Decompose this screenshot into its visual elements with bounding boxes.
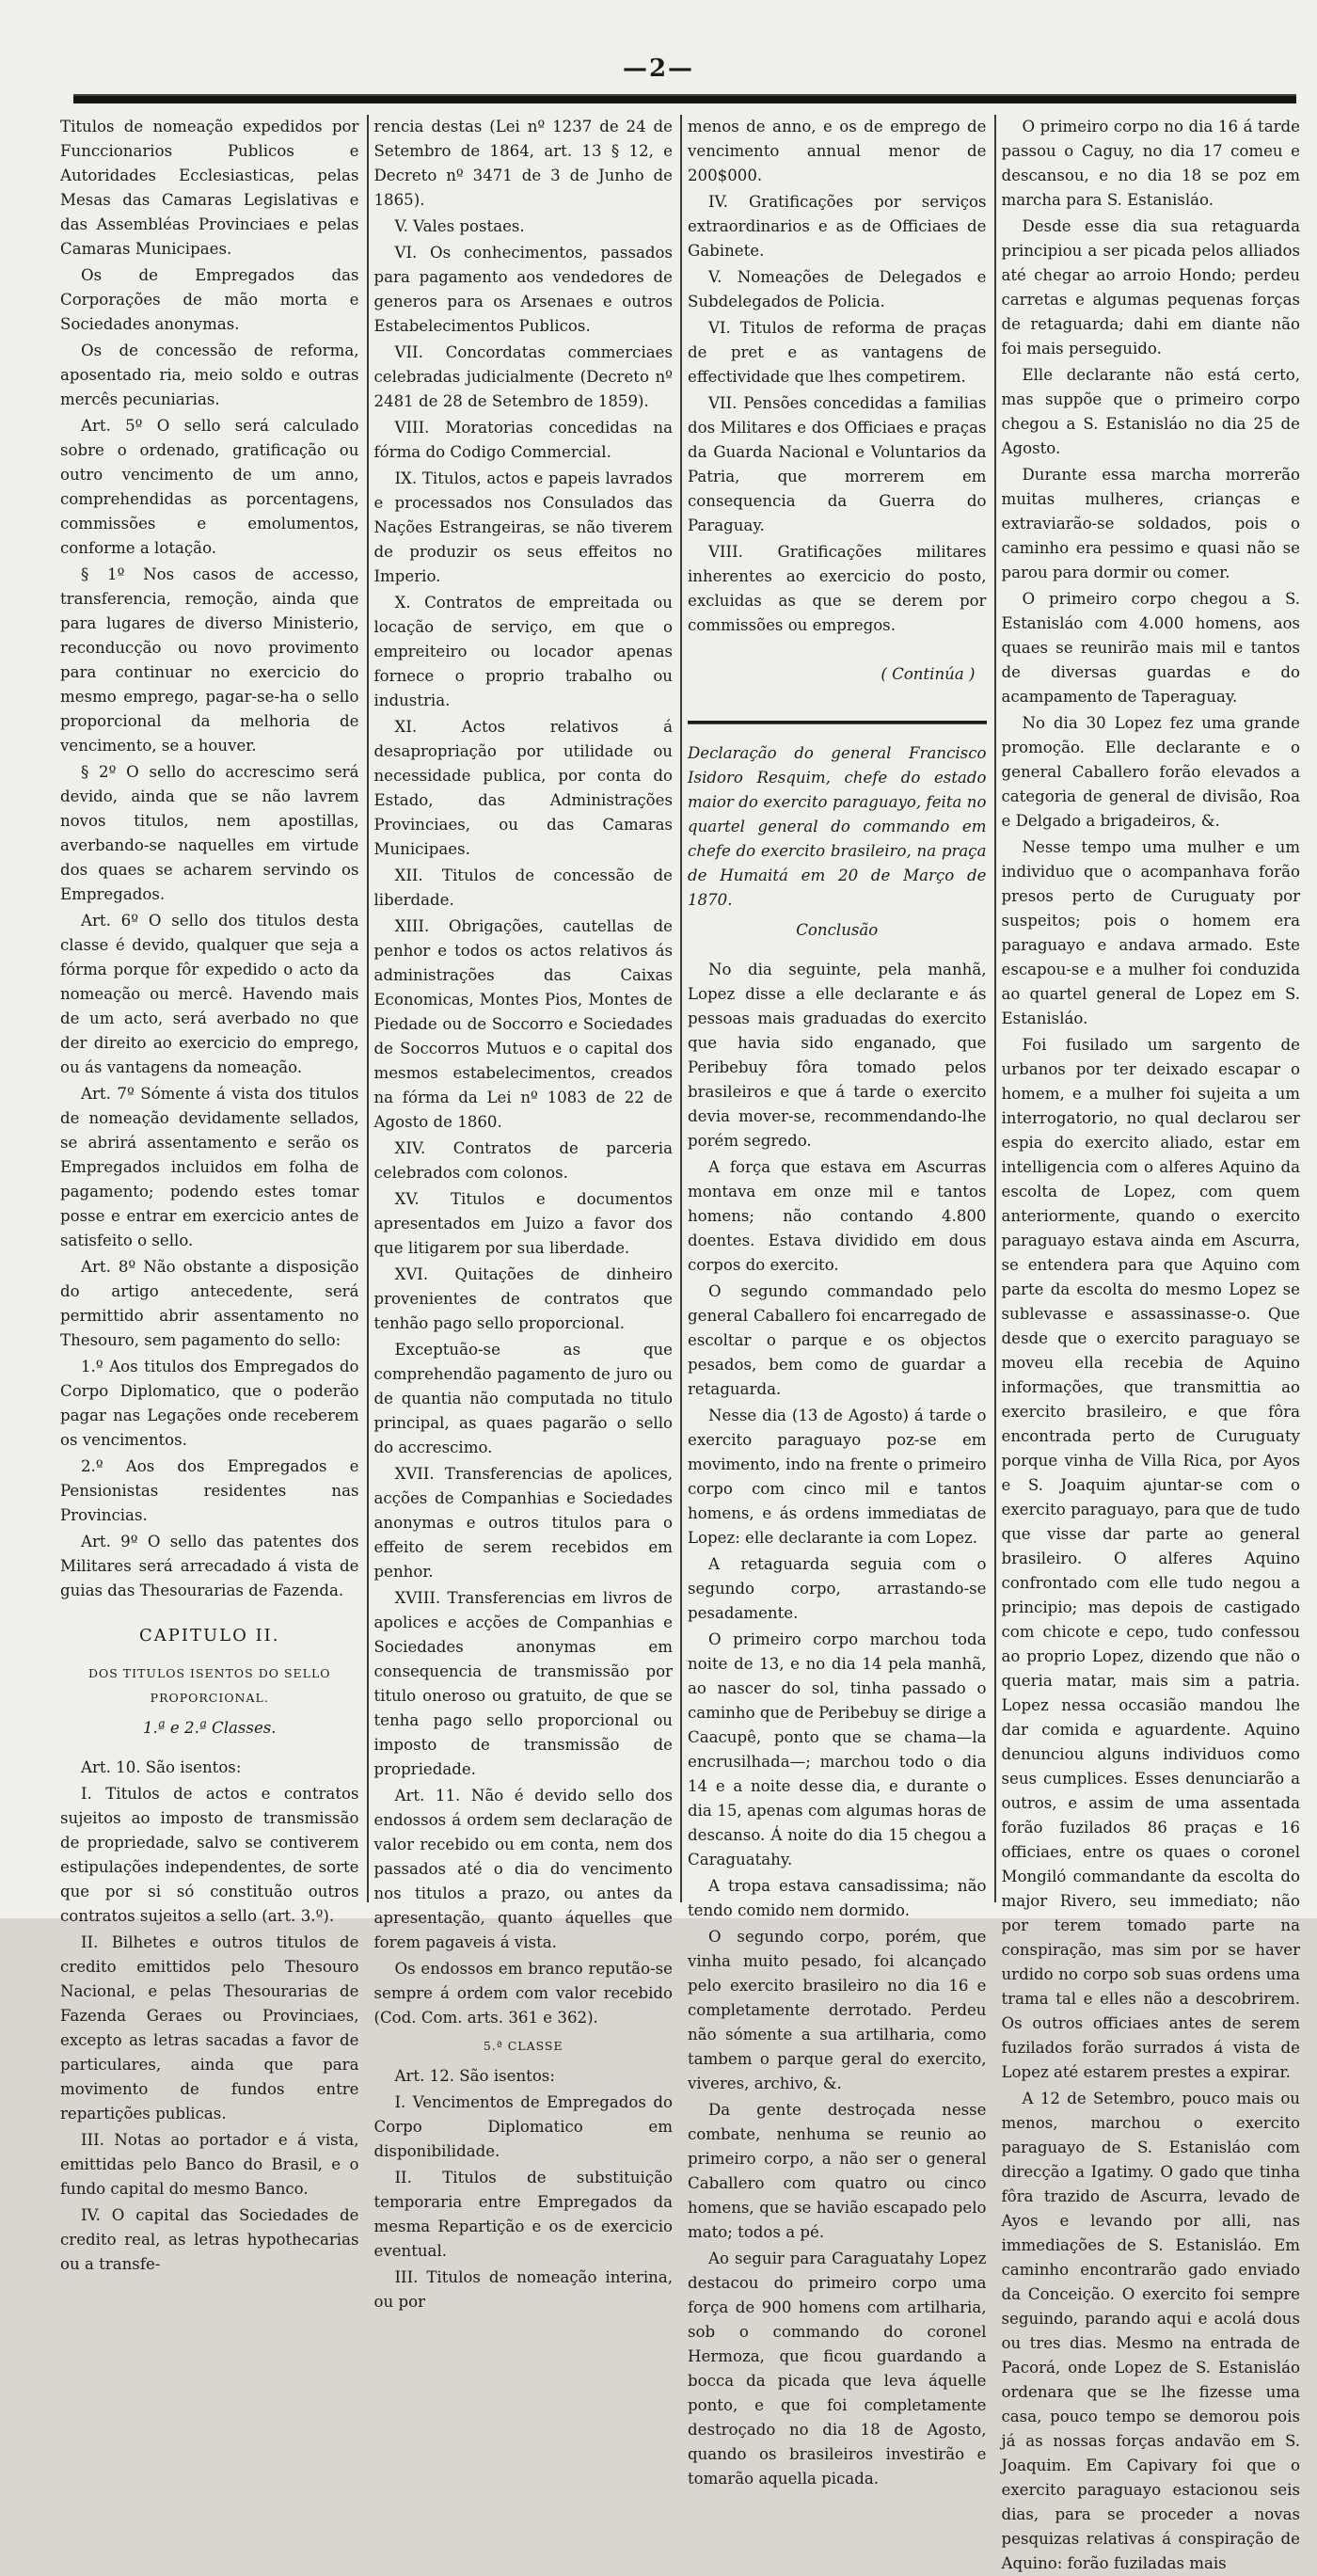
page-number: —2— — [622, 55, 695, 83]
paragraph: III. Titulos de nomeação interina, ou por — [373, 2268, 673, 2311]
paragraph: XV. Titulos e documentos apresentados em Juizo a favor dos que litigarem por sua liberdade. — [373, 1190, 673, 1257]
paragraph: Nesse tempo uma mulher e um individuo que o acompanhava forão presos perto de Curuguaty por suspeitos; pois o homem era paraguayo e andava armado. Este escapou-se e a mulher foi conduzida ao quartel general de Lopez em S. Estanisláo. — [1001, 838, 1300, 1027]
classes-heading: 1.ª e 2.ª Classes. — [142, 1719, 277, 1737]
paragraph: O primeiro corpo no dia 16 á tarde passou o Caguy, no dia 17 comeu e descansou, e no dia 18 se poz em marcha para S. Estanisláo. — [1001, 118, 1300, 209]
paragraph: V. Nomeações de Delegados e Subdelegados de Policia. — [688, 268, 987, 310]
paragraph: III. Notas ao portador e á vista, emittidas pelo Banco do Brasil, e o fundo capital do mesmo Banco. — [60, 2131, 359, 2198]
paragraph: II. Bilhetes e outros titulos de credito emittidos pelo Thesouro Nacional, e pelas Thesourarias de Fazenda Geraes ou Provinciaes, excepto as letras sacadas a favor de particulares, ainda que para movimento de fundos entre repartições publicas. — [60, 1933, 359, 2123]
paragraph: O segundo corpo, porém, que vinha muito pesado, foi alcançado pelo exercito brasileiro no dia 16 e completamente derrotado. Perdeu não sómente a sua artilharia, como tambem o parque geral do exercito, viveres, archivo, &. — [688, 1928, 987, 2092]
paragraph: Titulos de nomeação expedidos por Funccionarios Publicos e Autoridades Ecclesiasticas, pelas Mesas das Camaras Legislativas e das Assembléas Provinciaes e pelas Camaras Municipaes. — [60, 118, 359, 258]
paragraph: VIII. Gratificações militares inherentes ao exercicio do posto, excluidas as que se derem por commissões ou empregos. — [688, 543, 987, 634]
paragraph: V. Vales postaes. — [394, 217, 525, 235]
paragraph: Elle declarante não está certo, mas suppõe que o primeiro corpo chegou a S. Estanisláo no dia 25 de Agosto. — [1001, 366, 1300, 457]
column-4 — [994, 115, 1301, 2572]
column-2 — [367, 115, 674, 2311]
class-heading: 5.ª CLASSE — [483, 2039, 563, 2053]
paragraph: O segundo commandado pelo general Caballero foi encarregado de escoltar o parque e os objectos pesados, bem como de guardar a retaguarda. — [688, 1282, 987, 1398]
paragraph: Art. 10. São isentos: — [81, 1758, 242, 1776]
paragraph: O primeiro corpo chegou a S. Estanisláo com 4.000 homens, aos quaes se reunirão mais mil e tantos de diversas guardas e do acampamento de Taperaguay. — [1001, 590, 1300, 706]
paragraph: X. Contratos de empreitada ou locação de serviço, em que o empreiteiro ou locador apenas fornece o proprio trabalho ou industria. — [373, 594, 673, 709]
paragraph: A retaguarda seguia com o segundo corpo, arrastando-se pesadamente. — [688, 1555, 987, 1622]
paragraph: VII. Concordatas commerciaes celebradas judicialmente (Decreto nº 2481 de 28 de Setembro de 1859). — [373, 343, 673, 410]
text-columns — [60, 115, 1300, 2572]
header-rule — [73, 94, 1296, 103]
paragraph: Nesse dia (13 de Agosto) á tarde o exercito paraguayo poz-se em movimento, indo na frente o primeiro corpo com cinco mil e tantos homens, e ás ordens immediatas de Lopez: elle declarante ia com Lopez. — [688, 1407, 987, 1547]
conclusion-heading: Conclusão — [796, 921, 879, 939]
paragraph: Durante essa marcha morrerão muitas mulheres, crianças e extraviarão-se soldados, pois o caminho era pessimo e quasi não se parou para dormir ou comer. — [1001, 466, 1300, 581]
article-heading: Declaração do general Francisco Isidoro Resquim, chefe do estado maior do exercito paraguayo, feita no quartel general do commando em chefe do exercito brasileiro, na praça de Humaitá em 20 de Março de 1870. — [688, 744, 987, 909]
paragraph: § 1º Nos casos de accesso, transferencia, remoção, ainda que para lugares de diverso Ministerio, reconducção ou novo provimento para continuar no exercicio do mesmo emprego, pagar-se-ha o sello proporcional da melhoria de vencimento, se a houver. — [60, 565, 359, 755]
paragraph: Os de Empregados das Corporações de mão morta e Sociedades anonymas. — [60, 266, 359, 333]
paragraph: Art. 7º Sómente á vista dos titulos de nomeação devidamente sellados, se abrirá assentamento e serão os Empregados incluidos em folha de pagamento; podendo estes tomar posse e entrar em exercicio antes de satisfeito o sello. — [60, 1085, 359, 1249]
paragraph: No dia 30 Lopez fez uma grande promoção. Elle declarante e o general Caballero forão elevados a categoria de general de divisão, Roa e Delgado a brigadeiros, &. — [1001, 714, 1300, 830]
paragraph: I. Vencimentos de Empregados do Corpo Diplomatico em disponibilidade. — [373, 2093, 673, 2160]
paragraph: 2.º Aos dos Empregados e Pensionistas residentes nas Provincias. — [60, 1457, 359, 1524]
paragraph: IV. O capital das Sociedades de credito real, as letras hypothecarias ou a transfe- — [60, 2206, 359, 2273]
paragraph: rencia destas (Lei nº 1237 de 24 de Setembro de 1864, art. 13 § 12, e Decreto nº 3471 de 3 de Junho de 1865). — [373, 118, 673, 209]
paragraph: Art. 6º O sello dos titulos desta classe é devido, qualquer que seja a fórma porque fôr expedido o acto da nomeação ou mercê. Havendo mais de um acto, será averbado no que der direito ao exercicio do emprego, ou ás vantagens da nomeação. — [60, 912, 359, 1076]
paragraph: VII. Pensões concedidas a familias dos Militares e dos Officiaes e praças da Guarda Nacional e Voluntarios da Patria, que morrerem em consequencia da Guerra do Paraguay. — [688, 394, 987, 534]
paragraph: XVII. Transferencias de apolices, acções de Companhias e Sociedades anonymas e outros titulos para o effeito de serem recebidos em penhor. — [373, 1465, 673, 1581]
paragraph: A força que estava em Ascurras montava em onze mil e tantos homens; não contando 4.800 doentes. Estava dividido em dous corpos do exercito. — [688, 1158, 987, 1274]
paragraph: Os endossos em branco reputão-se sempre á ordem com valor recebido (Cod. Com. arts. 361 e 362). — [373, 1960, 673, 2027]
paragraph: XVI. Quitações de dinheiro provenientes de contratos que tenhão pago sello proporcional. — [373, 1265, 673, 1332]
column-3 — [680, 115, 987, 2488]
paragraph: Ao seguir para Caraguatahy Lopez destacou do primeiro corpo uma força de 900 homens com artilharia, sob o commando do coronel Hermoza, que ficou guardando a bocca da picada que leva áquelle ponto, e que foi completamente destroçado no dia 18 de Agosto, quando os brasileiros investirão e tomarão aquella picada. — [688, 2250, 987, 2488]
paragraph: XVIII. Transferencias em livros de apolices e acções de Companhias e Sociedades anonymas em consequencia de transmissão por titulo oneroso ou gratuito, de que se tenha pago sello proporcional ou imposto de transmissão de propriedade. — [373, 1589, 673, 1778]
paragraph: A 12 de Setembro, pouco mais ou menos, marchou o exercito paraguayo de S. Estanisláo com direcção a Igatimy. O gado que tinha fôra trazido de Ascurra, levado de Ayos e levando por alli, nas immediações de S. Estanisláo. Em caminho encontrarão gado enviado da Conceição. O exercito foi sempre seguindo, parando aqui e acolá dous ou tres dias. Mesmo na entrada de Pacorá, onde Lopez de S. Estanisláo ordenara que se lhe fizesse uma casa, pouco tempo se demorou pois já as nossas forças andavão em S. Joaquim. Em Capivary foi que o exercito paraguayo estacionou seis dias, para se proceder a novas pesquizas relativas á conspiração de Aquino: forão fuziladas mais — [1001, 2090, 1300, 2572]
paragraph: Os de concessão de reforma, aposentado ria, meio soldo e outras mercês pecuniarias. — [60, 342, 359, 408]
paragraph: 1.º Aos titulos dos Empregados do Corpo Diplomatico, que o poderão pagar nas Legações onde receberem os vencimentos. — [60, 1358, 359, 1449]
paragraph: Art. 9º O sello das patentes dos Militares será arrecadado á vista de guias das Thesourarias de Fazenda. — [60, 1533, 359, 1599]
section-divider — [688, 721, 987, 724]
paragraph: A tropa estava cansadissima; não tendo comido nem dormido. — [688, 1877, 987, 1919]
paragraph: Art. 5º O sello será calculado sobre o ordenado, gratificação ou outro vencimento de um anno, comprehendidas as porcentagens, commissões e emolumentos, conforme a lotação. — [60, 417, 359, 557]
paragraph: VI. Titulos de reforma de praças de pret e as vantagens de effectividade que lhes competirem. — [688, 319, 987, 386]
paragraph: XIII. Obrigações, cautellas de penhor e todos os actos relativos ás administrações das Caixas Economicas, Montes Pios, Montes de Piedade ou de Soccorro e Sociedades de Soccorros Mutuos e o capital dos mesmos estabelecimentos, creados na fórma da Lei nº 1083 de 22 de Agosto de 1860. — [373, 917, 673, 1131]
paragraph: II. Titulos de substituição temporaria entre Empregados da mesma Repartição e os de exercicio eventual. — [373, 2169, 673, 2260]
paragraph: XII. Titulos de concessão de liberdade. — [373, 867, 673, 909]
paragraph: Foi fusilado um sargento de urbanos por ter deixado escapar o homem, e a mulher foi sujeita a um interrogatorio, no qual declarou ser espia do exercito aliado, estar em intelligencia com o alferes Aquino da escolta de Lopez, com quem anteriormente, quando o exercito paraguayo estava ainda em Ascurra, se entendera para que Aquino com parte da escolta do mesmo Lopez se sublevasse e assassinasse-o. Que desde que o exercito paraguayo se moveu ella recebia de Aquino informações, que transmittia ao exercito brasileiro, e que fôra encontrada perto de Curuguaty porque vinha de Villa Rica, por Ayos e S. Joaquim ajuntar-se com o exercito paraguayo, para que de tudo que visse dar parte ao general brasileiro. O alferes Aquino confrontado com elle tudo negou a principio; mas depois de castigado com chicote e cepo, tudo confessou ao proprio Lopez, dizendo que não o queria matar, mais sim a patria. Lopez nessa occasião mandou lhe dar comida e aguardente. Aquino denunciou alguns individuos como seus cumplices. Esses denunciarão a outros, e assim de uma assentada forão fuzilados 86 praças e 16 officiaes, entre os quaes o coronel Mongiló commandante da escolta do major Rivero, seu immediato; não por terem tomado parte na conspiração, mas sim por se haver urdido no corpo sob suas ordens uma trama tal e elles não a descobrirem. Os outros officiaes antes de serem fuzilados forão surrados á vista de Lopez até estarem prestes a expirar. — [1001, 1036, 1300, 2081]
paragraph: IX. Titulos, actos e papeis lavrados e processados nos Consulados das Nações Estrangeiras, se não tiverem de produzir os seus effeitos no Imperio. — [373, 469, 673, 585]
paragraph: VIII. Moratorias concedidas na fórma do Codigo Commercial. — [373, 419, 673, 461]
chapter-subheading: DOS TITULOS ISENTOS DO SELLO PROPORCIONAL. — [87, 1666, 331, 1705]
paragraph: Art. 8º Não obstante a disposição do artigo antecedente, será permittido abrir assentamento no Thesouro, sem pagamento do sello: — [60, 1258, 359, 1349]
paragraph: No dia seguinte, pela manhã, Lopez disse a elle declarante e ás pessoas mais graduadas do exercito que havia sido enganado, que Peribebuy fôra tomado pelos brasileiros e que á tarde o exercito devia mover-se, recommendando-lhe porém segredo. — [688, 961, 987, 1150]
paragraph: § 2º O sello do accrescimo será devido, ainda que se não lavrem novos titulos, nem apostillas, averbando-se naquelles em virtude dos quaes se acharem servindo os Empregados. — [60, 763, 359, 903]
paragraph: Art. 12. São isentos: — [394, 2067, 555, 2085]
paragraph: menos de anno, e os de emprego de vencimento annual menor de 200$000. — [688, 118, 987, 184]
paragraph: XIV. Contratos de parceria celebrados com colonos. — [373, 1139, 673, 1182]
chapter-heading: CAPITULO II. — [138, 1626, 280, 1646]
paragraph: VI. Os conhecimentos, passados para pagamento aos vendedores de generos para os Arsenaes e outros Estabelecimentos Publicos. — [373, 244, 673, 335]
paragraph: Art. 11. Não é devido sello dos endossos á ordem sem declaração de valor recebido ou em conta, nem dos passados até o dia do vencimento nos titulos a prazo, ou antes da apresentação, quanto áquelles que forem pagaveis á vista. — [373, 1787, 673, 1951]
paragraph: Desde esse dia sua retaguarda principiou a ser picada pelos alliados até chegar ao arroio Hondo; perdeu carretas e algumas pequenas forças de retaguarda; dahi em diante não foi mais perseguido. — [1001, 217, 1300, 358]
paragraph: XI. Actos relativos á desapropriação por utilidade ou necessidade publica, por conta do Estado, das Administrações Provinciaes, ou das Camaras Municipaes. — [373, 718, 673, 858]
column-1 — [60, 115, 359, 2273]
paragraph: Da gente destroçada nesse combate, nenhuma se reunio ao primeiro corpo, a não ser o general Caballero com quatro ou cinco homens, que se havião escapado pelo mato; todos a pé. — [688, 2101, 987, 2241]
paragraph: I. Titulos de actos e contratos sujeitos ao imposto de transmissão de propriedade, salvo se contiverem estipulações independentes, de sorte que por si só constituão outros contratos sujeitos a sello (art. 3.º). — [60, 1785, 359, 1925]
paragraph: O primeiro corpo marchou toda noite de 13, e no dia 14 pela manhã, ao nascer do sol, tinha passado o caminho que de Peribebuy se dirige a Caacupê, ponto que se chama—la encrusilhada—; marchou todo o dia 14 e a noite desse dia, e durante o dia 15, apenas com algumas horas de descanso. Á noite do dia 15 chegou a Caraguatahy. — [688, 1630, 987, 1868]
paragraph: IV. Gratificações por serviços extraordinarios e as de Officiaes de Gabinete. — [688, 193, 987, 260]
paragraph: Exceptuão-se as que comprehendão pagamento de juro ou de quantia não computada no titulo principal, as quaes pagarão o sello do accrescimo. — [373, 1341, 673, 1456]
continues-note: ( Continúa ) — [881, 665, 976, 683]
